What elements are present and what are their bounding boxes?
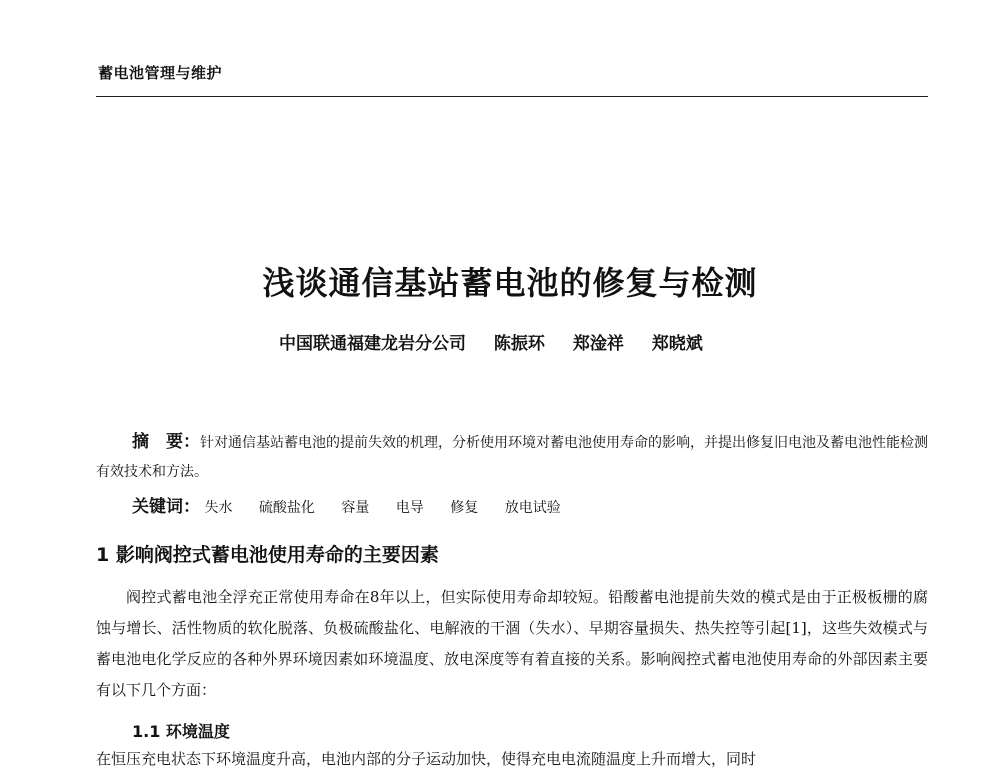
body-paragraph: 阀控式蓄电池全浮充正常使用寿命在8年以上，但实际使用寿命却较短。铅酸蓄电池提前失效的模式是由于正极板栅的腐蚀与增长、活性物质的软化脱落、负极硫酸盐化、电解液的干涸（失水）、早期容量损失、热失控等引起[1]，这些失效模式与蓄电池电化学反应的各种外界环境因素如环境温度、放电深度等有着直接的关系。影响阀控式蓄电池使用寿命的外部因素主要有以下几个方面：	[96, 588, 928, 699]
keyword: 放电试验	[504, 500, 561, 516]
author-name: 郑淦祥	[572, 334, 624, 354]
abstract	[96, 428, 928, 487]
running-title: 蓄电池管理与维护	[98, 64, 223, 82]
paper-title: 浅谈通信基站蓄电池的修复与检测	[262, 264, 758, 302]
author-name: 陈振环	[493, 334, 545, 354]
section-heading: 1 影响阀控式蓄电池使用寿命的主要因素	[96, 544, 439, 566]
keyword: 电导	[395, 500, 424, 516]
keyword: 修复	[450, 500, 479, 516]
keyword: 容量	[341, 500, 370, 516]
keyword: 硫酸盐化	[258, 500, 315, 516]
abstract-label: 摘 要：	[132, 432, 200, 452]
keywords	[132, 492, 583, 517]
author-line	[279, 329, 725, 354]
author-affiliation: 中国联通福建龙岩分公司	[279, 334, 466, 354]
header-divider	[96, 96, 928, 97]
abstract-text: 针对通信基站蓄电池的提前失效的机理，分析使用环境对蓄电池使用寿命的影响，并提出修复旧电池及蓄电池性能检测有效技术和方法。	[96, 435, 928, 480]
author-name: 郑晓斌	[651, 334, 703, 354]
keyword: 失水	[204, 500, 233, 516]
subsection-heading: 1.1 环境温度	[132, 722, 230, 741]
keywords-label: 关键词：	[132, 497, 200, 517]
body-paragraph-cut: 在恒压充电状态下环境温度升高，电池内部的分子运动加快，使得充电电流随温度上升而增大，同时	[96, 750, 757, 768]
